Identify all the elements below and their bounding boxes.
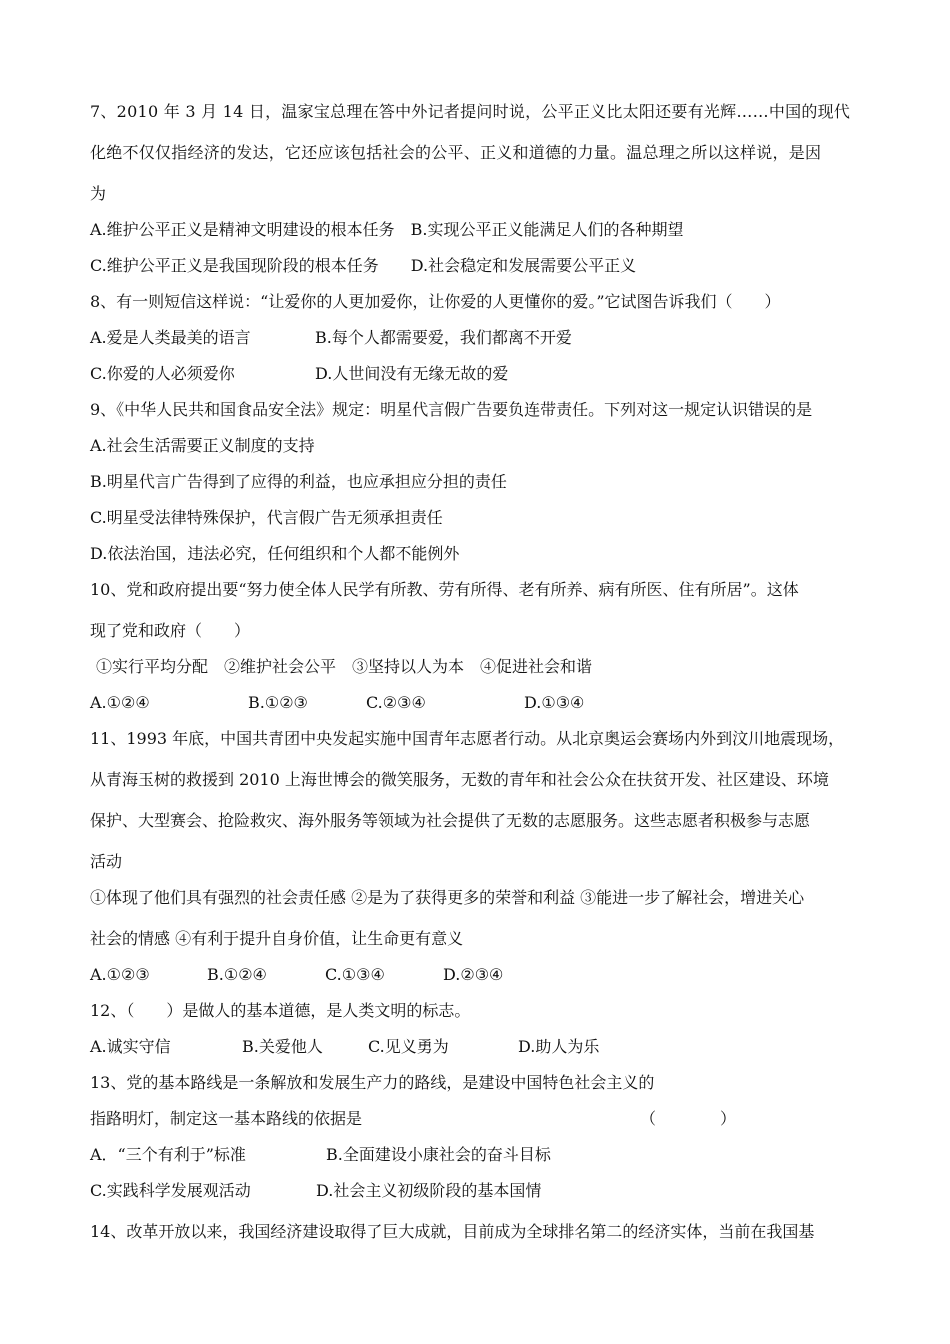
q13-option-a[interactable]: A．“三个有利于”标准 <box>90 1145 246 1164</box>
q11-option-a[interactable]: A.①②③ <box>90 965 150 984</box>
q11-option-d[interactable]: D.②③④ <box>443 965 504 984</box>
q12-option-d[interactable]: D.助人为乐 <box>518 1037 600 1056</box>
q7-options-row-2 <box>90 256 636 276</box>
q11-option-b[interactable]: B.①②④ <box>207 965 267 984</box>
q10-option-b[interactable]: B.①②③ <box>248 693 308 712</box>
q11-stem-line-2: 从青海玉树的救援到 2010 上海世博会的微笑服务，无数的青年和社会公众在扶贫开发、社区建设、环境 <box>90 770 829 789</box>
q10-option-d[interactable]: D.①③④ <box>524 693 585 712</box>
q12-stem: 12、（ ）是做人的基本道德，是人类文明的标志。 <box>90 1001 471 1020</box>
q11-option-c[interactable]: C.①③④ <box>325 965 385 984</box>
q12-options-row <box>90 1037 599 1057</box>
q10-option-a[interactable]: A.①②④ <box>90 693 150 712</box>
q13-option-b[interactable]: B.全面建设小康社会的奋斗目标 <box>326 1145 551 1164</box>
q10-stem-line-1: 10、党和政府提出要“努力使全体人民学有所教、劳有所得、老有所养、病有所医、住有所居”。这体 <box>90 580 799 599</box>
q7-option-b[interactable]: B.实现公平正义能满足人们的各种期望 <box>410 220 684 239</box>
q8-option-a[interactable]: A.爱是人类最美的语言 <box>90 328 251 347</box>
q7-option-c[interactable]: C.维护公平正义是我国现阶段的根本任务 <box>90 256 379 275</box>
q8-option-d[interactable]: D.人世间没有无缘无故的爱 <box>315 364 509 383</box>
q7-option-a[interactable]: A.维护公平正义是精神文明建设的根本任务 <box>90 220 395 239</box>
q11-stem-line-3: 保护、大型赛会、抢险救灾、海外服务等领域为社会提供了无数的志愿服务。这些志愿者积极参与志愿 <box>90 811 811 830</box>
q13-stem-line-1: 13、党的基本路线是一条解放和发展生产力的路线，是建设中国特色社会主义的 <box>90 1073 655 1092</box>
q12-option-a[interactable]: A.诚实守信 <box>90 1037 171 1056</box>
q13-options-row-2 <box>90 1181 541 1201</box>
q7-options-row-1 <box>90 220 684 240</box>
q8-option-c[interactable]: C.你爱的人必须爱你 <box>90 364 235 383</box>
q10-stem-line-2: 现了党和政府（ ） <box>90 621 251 640</box>
q13-options-row-1 <box>90 1145 551 1165</box>
q7-stem-line-3: 为 <box>90 184 107 203</box>
q10-options-row <box>90 693 584 713</box>
q8-stem: 8、有一则短信这样说：“让爱你的人更加爱你，让你爱的人更懂你的爱。”它试图告诉我们（ ） <box>90 292 781 311</box>
q9-stem: 9、《中华人民共和国食品安全法》规定：明星代言假广告要负连带责任。下列对这一规定认识错误的是 <box>90 400 813 419</box>
q7-stem-line-2: 化绝不仅仅指经济的发达，它还应该包括社会的公平、正义和道德的力量。温总理之所以这样说，是因 <box>90 143 822 162</box>
q8-option-b[interactable]: B.每个人都需要爱，我们都离不开爱 <box>315 328 572 347</box>
q13-stem-line-2: 指路明灯，制定这一基本路线的依据是 <box>90 1109 363 1128</box>
q8-options-row-2 <box>90 364 508 384</box>
q14-stem-line-1: 14、改革开放以来，我国经济建设取得了巨大成就，目前成为全球排名第二的经济实体，当前在我国基 <box>90 1222 815 1241</box>
q12-option-b[interactable]: B.关爱他人 <box>242 1037 323 1056</box>
q9-option-b[interactable]: B.明星代言广告得到了应得的利益，也应承担应分担的责任 <box>90 472 507 491</box>
q11-stem-line-4: 活动 <box>90 852 123 871</box>
q9-option-d[interactable]: D.依法治国，违法必究，任何组织和个人都不能例外 <box>90 544 460 563</box>
q11-items-line-1: ①体现了他们具有强烈的社会责任感 ②是为了获得更多的荣誉和利益 ③能进一步了解社会，增进关心 <box>90 888 805 907</box>
q9-option-a[interactable]: A.社会生活需要正义制度的支持 <box>90 436 315 455</box>
q7-option-d[interactable]: D.社会稳定和发展需要公平正义 <box>410 256 637 275</box>
q11-options-row <box>90 965 503 985</box>
q10-items: ①实行平均分配 ②维护社会公平 ③坚持以人为本 ④促进社会和谐 <box>96 657 593 676</box>
q7-stem-line-1: 7、2010 年 3 月 14 日，温家宝总理在答中外记者提问时说，公平正义比太阳还要有光辉……中国的现代 <box>90 102 851 121</box>
q11-items-line-2: 社会的情感 ④有利于提升自身价值，让生命更有意义 <box>90 929 464 948</box>
q13-option-c[interactable]: C.实践科学发展观活动 <box>90 1181 251 1200</box>
q13-option-d[interactable]: D.社会主义初级阶段的基本国情 <box>316 1181 542 1200</box>
q12-option-c[interactable]: C.见义勇为 <box>368 1037 449 1056</box>
q9-option-c[interactable]: C.明星受法律特殊保护，代言假广告无须承担责任 <box>90 508 443 527</box>
q8-options-row-1 <box>90 328 572 348</box>
q13-answer-blank: （ ） <box>640 1109 737 1128</box>
q11-stem-line-1: 11、1993 年底，中国共青团中央发起实施中国青年志愿者行动。从北京奥运会赛场内外到汶川地震现场， <box>90 729 845 748</box>
q10-option-c[interactable]: C.②③④ <box>366 693 426 712</box>
